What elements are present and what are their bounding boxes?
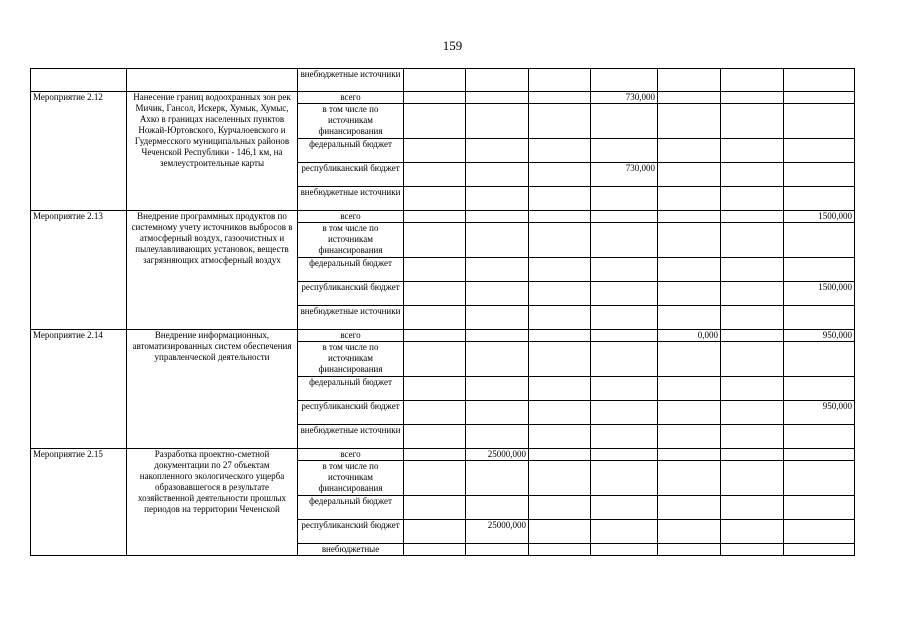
amount-cell [591, 425, 658, 449]
amount-cell [591, 449, 658, 461]
amount-cell [529, 330, 591, 342]
amount-cell [784, 425, 855, 449]
measure-label: Мероприятие 2.13 [31, 211, 127, 330]
funding-source: в том числе по источникам финансирования [298, 104, 404, 139]
amount-cell [404, 461, 466, 496]
amount-cell [466, 306, 529, 330]
amount-cell [529, 520, 591, 544]
amount-cell [466, 187, 529, 211]
amount-cell [466, 401, 529, 425]
amount-cell [529, 139, 591, 163]
amount-cell [721, 92, 784, 104]
funding-source: республиканский бюджет [298, 282, 404, 306]
amount-cell [658, 258, 721, 282]
amount-cell [591, 544, 658, 556]
amount-cell [721, 461, 784, 496]
funding-source: федеральный бюджет [298, 258, 404, 282]
funding-source: федеральный бюджет [298, 139, 404, 163]
amount-cell [466, 342, 529, 377]
amount-cell [466, 258, 529, 282]
amount-cell [591, 401, 658, 425]
amount-cell [529, 223, 591, 258]
measure-label: Мероприятие 2.12 [31, 92, 127, 211]
page-number: 159 [442, 38, 463, 53]
amount-cell [784, 92, 855, 104]
amount-cell [529, 69, 591, 92]
amount-cell [658, 342, 721, 377]
table-row [31, 92, 855, 104]
amount-cell: 25000,000 [466, 449, 529, 461]
amount-cell [721, 282, 784, 306]
amount-cell [529, 377, 591, 401]
amount-cell [466, 211, 529, 223]
amount-cell [404, 425, 466, 449]
amount-cell [721, 342, 784, 377]
amount-cell [658, 449, 721, 461]
amount-cell [404, 306, 466, 330]
amount-cell [529, 496, 591, 520]
measure-label: Мероприятие 2.15 [31, 449, 127, 556]
amount-cell [466, 139, 529, 163]
amount-cell [658, 401, 721, 425]
amount-cell [591, 104, 658, 139]
amount-cell [721, 306, 784, 330]
amount-cell [404, 92, 466, 104]
amount-cell [658, 461, 721, 496]
amount-cell [529, 282, 591, 306]
amount-cell [721, 211, 784, 223]
amount-cell [721, 496, 784, 520]
amount-cell [466, 377, 529, 401]
table-row [31, 449, 855, 461]
amount-cell: 0,000 [658, 330, 721, 342]
amount-cell [658, 139, 721, 163]
amount-cell [529, 425, 591, 449]
amount-cell [466, 104, 529, 139]
amount-cell [658, 187, 721, 211]
amount-cell [466, 461, 529, 496]
amount-cell [466, 92, 529, 104]
amount-cell [721, 425, 784, 449]
amount-cell [721, 449, 784, 461]
amount-cell [591, 520, 658, 544]
amount-cell [591, 342, 658, 377]
amount-cell [784, 69, 855, 92]
amount-cell [591, 223, 658, 258]
amount-cell [721, 330, 784, 342]
amount-cell: 950,000 [784, 401, 855, 425]
table-row [31, 211, 855, 223]
amount-cell [658, 163, 721, 187]
amount-cell [658, 104, 721, 139]
amount-cell [784, 544, 855, 556]
funding-source: в том числе по источникам финансирования [298, 342, 404, 377]
amount-cell [784, 377, 855, 401]
measure-description: Внедрение информационных, автоматизированных систем обеспечения управленческой деятельности [127, 330, 298, 449]
amount-cell [591, 330, 658, 342]
amount-cell [466, 496, 529, 520]
amount-cell [529, 401, 591, 425]
amount-cell [529, 211, 591, 223]
funding-source: федеральный бюджет [298, 496, 404, 520]
amount-cell [404, 139, 466, 163]
amount-cell [784, 306, 855, 330]
amount-cell [404, 258, 466, 282]
amount-cell [466, 544, 529, 556]
amount-cell [529, 461, 591, 496]
measure-description [127, 69, 298, 92]
amount-cell [591, 377, 658, 401]
funding-source: республиканский бюджет [298, 401, 404, 425]
amount-cell [658, 425, 721, 449]
amount-cell [404, 544, 466, 556]
amount-cell [784, 223, 855, 258]
measure-description: Внедрение программных продуктов по системному учету источников выбросов в атмосферный воздух, газоочистных и пылеулавливающих установок, веществ загрязняющих атмосферный воздух [127, 211, 298, 330]
amount-cell [658, 69, 721, 92]
amount-cell [784, 496, 855, 520]
amount-cell [721, 401, 784, 425]
table-row [31, 330, 855, 342]
amount-cell [591, 211, 658, 223]
amount-cell [466, 163, 529, 187]
amount-cell [721, 69, 784, 92]
budget-table [30, 68, 855, 556]
amount-cell [721, 223, 784, 258]
amount-cell [404, 282, 466, 306]
amount-cell [529, 342, 591, 377]
funding-source: внебюджетные источники [298, 69, 404, 92]
amount-cell [404, 104, 466, 139]
amount-cell [591, 306, 658, 330]
amount-cell [658, 496, 721, 520]
amount-cell [721, 544, 784, 556]
amount-cell [404, 377, 466, 401]
funding-source: всего [298, 92, 404, 104]
amount-cell [591, 187, 658, 211]
measure-label: Мероприятие 2.14 [31, 330, 127, 449]
measure-description: Нанесение границ водоохранных зон рек Мичик, Гансол, Искерк, Хумык, Хумыс, Ахко в границах населенных пунктов Ножай-Юртовского, Курчалоевского и Гудермесского муниципальных районов Чеченской Республики - 146,1 км, на землеустроительные карты [127, 92, 298, 211]
funding-source: всего [298, 449, 404, 461]
amount-cell [784, 163, 855, 187]
amount-cell [466, 425, 529, 449]
amount-cell [721, 520, 784, 544]
amount-cell [591, 282, 658, 306]
amount-cell [591, 139, 658, 163]
amount-cell [721, 377, 784, 401]
funding-source: в том числе по источникам финансирования [298, 461, 404, 496]
amount-cell [404, 342, 466, 377]
funding-source: всего [298, 211, 404, 223]
measure-description: Разработка проектно-сметной документации по 27 объектам накопленного экологического ущерба образовавшегося в результате хозяйственной деятельности прошлых периодов на территории Чеченской [127, 449, 298, 556]
amount-cell: 25000,000 [466, 520, 529, 544]
amount-cell [721, 163, 784, 187]
amount-cell [658, 92, 721, 104]
amount-cell [404, 496, 466, 520]
amount-cell [784, 449, 855, 461]
amount-cell [404, 69, 466, 92]
amount-cell [404, 449, 466, 461]
amount-cell [658, 211, 721, 223]
amount-cell [404, 187, 466, 211]
amount-cell [658, 377, 721, 401]
amount-cell [658, 306, 721, 330]
amount-cell [529, 258, 591, 282]
amount-cell: 950,000 [784, 330, 855, 342]
amount-cell [404, 330, 466, 342]
amount-cell [721, 104, 784, 139]
amount-cell [784, 187, 855, 211]
amount-cell [529, 306, 591, 330]
amount-cell: 1500,000 [784, 211, 855, 223]
table-row [31, 69, 855, 92]
amount-cell [591, 496, 658, 520]
amount-cell [784, 258, 855, 282]
funding-source: внебюджетные [298, 544, 404, 556]
amount-cell [784, 139, 855, 163]
amount-cell [404, 223, 466, 258]
measure-label [31, 69, 127, 92]
amount-cell [784, 520, 855, 544]
amount-cell [784, 461, 855, 496]
amount-cell [529, 163, 591, 187]
funding-source: в том числе по источникам финансирования [298, 223, 404, 258]
amount-cell [404, 211, 466, 223]
amount-cell [529, 544, 591, 556]
funding-source: внебюджетные источники [298, 425, 404, 449]
amount-cell [658, 544, 721, 556]
amount-cell [466, 223, 529, 258]
amount-cell: 730,000 [591, 163, 658, 187]
amount-cell [721, 187, 784, 211]
amount-cell [466, 282, 529, 306]
amount-cell [591, 69, 658, 92]
amount-cell [591, 461, 658, 496]
amount-cell [529, 104, 591, 139]
amount-cell [784, 104, 855, 139]
amount-cell [721, 139, 784, 163]
amount-cell [466, 69, 529, 92]
amount-cell [404, 163, 466, 187]
funding-source: всего [298, 330, 404, 342]
amount-cell: 730,000 [591, 92, 658, 104]
amount-cell [529, 449, 591, 461]
amount-cell [658, 223, 721, 258]
amount-cell [784, 342, 855, 377]
amount-cell [529, 187, 591, 211]
amount-cell [529, 92, 591, 104]
amount-cell [658, 520, 721, 544]
amount-cell [404, 401, 466, 425]
amount-cell [658, 282, 721, 306]
funding-source: внебюджетные источники [298, 306, 404, 330]
amount-cell [591, 258, 658, 282]
funding-source: внебюджетные источники [298, 187, 404, 211]
funding-source: республиканский бюджет [298, 163, 404, 187]
amount-cell [466, 330, 529, 342]
funding-source: федеральный бюджет [298, 377, 404, 401]
amount-cell: 1500,000 [784, 282, 855, 306]
funding-source: республиканский бюджет [298, 520, 404, 544]
amount-cell [721, 258, 784, 282]
amount-cell [404, 520, 466, 544]
